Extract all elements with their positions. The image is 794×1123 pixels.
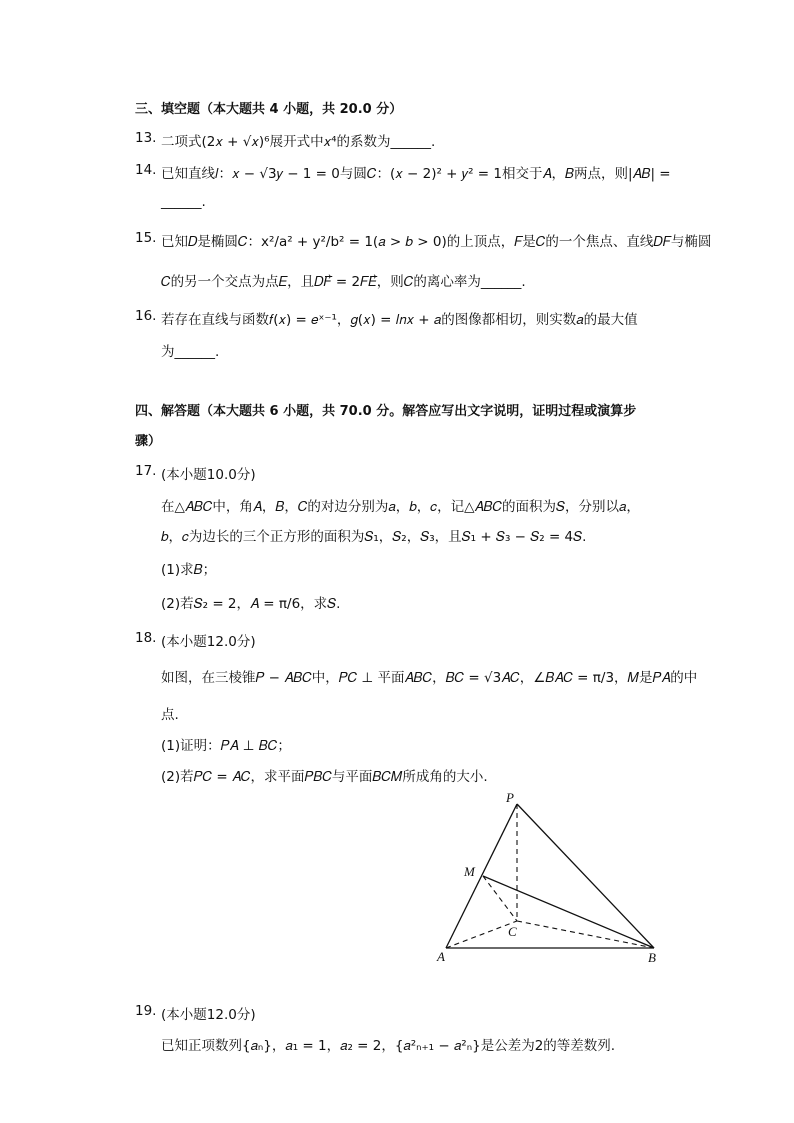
label-m: M <box>464 864 475 879</box>
question-17-part-2: (2)若𝑆₂ = 2，𝐴 = π/6，求𝑆. <box>161 596 341 612</box>
question-15-line-1: 已知𝐷是椭圆𝐶：x²/a² + y²/b² = 1(𝑎 > 𝑏 > 0)的上顶点，𝐹是𝐶的一个焦点、直线𝐷𝐹与椭圆 <box>161 234 712 250</box>
question-18-number: 18. <box>135 630 157 646</box>
question-19-number: 19. <box>135 1003 157 1019</box>
question-15-number: 15. <box>135 230 157 246</box>
question-17-score: (本小题10.0分) <box>161 467 256 483</box>
question-19-score: (本小题12.0分) <box>161 1007 256 1023</box>
question-18-score: (本小题12.0分) <box>161 634 256 650</box>
question-14-number: 14. <box>135 162 157 178</box>
label-c: C <box>508 924 517 939</box>
question-14-line-2: ______. <box>161 194 206 210</box>
edge-bc-hidden <box>517 921 654 948</box>
question-16-line-2: 为______. <box>161 344 220 360</box>
section-4-heading-line-1: 四、解答题（本大题共 6 小题，共 70.0 分。解答应写出文字说明，证明过程或演算步 <box>135 404 637 419</box>
section-4-heading-line-2: 骤） <box>135 434 162 449</box>
question-13-text: 二项式(2𝑥 + √𝑥)⁶展开式中𝑥⁴的系数为______. <box>161 134 436 150</box>
edge-pb <box>517 804 654 948</box>
section-3-heading: 三、填空题（本大题共 4 小题，共 20.0 分） <box>135 102 403 117</box>
question-15-line-2: 𝐶的另一个交点为点𝐸，且𝐷𝐹⃗ = 2𝐹𝐸⃗，则𝐶的离心率为______. <box>161 274 526 290</box>
pyramid-figure <box>430 788 670 968</box>
question-18-part-2: (2)若𝑃𝐶 = 𝐴𝐶，求平面𝑃𝐵𝐶与平面𝐵𝐶𝑀所成角的大小. <box>161 769 488 785</box>
question-17-line-2: 𝑏，𝑐为边长的三个正方形的面积为𝑆₁，𝑆₂，𝑆₃，且𝑆₁ + 𝑆₃ − 𝑆₂ = 4𝑆. <box>161 529 587 545</box>
question-17-part-1: (1)求𝐵； <box>161 562 217 578</box>
question-16-line-1: 若存在直线与函数𝑓(𝑥) = 𝑒ˣ⁻¹，𝑔(𝑥) = 𝑙𝑛𝑥 + 𝑎的图像都相切，则实数𝑎的最大值 <box>161 312 638 328</box>
question-16-number: 16. <box>135 308 157 324</box>
question-18-line-2: 点. <box>161 707 179 723</box>
question-17-line-1: 在△𝐴𝐵𝐶中，角𝐴，𝐵，𝐶的对边分别为𝑎，𝑏，𝑐，记△𝐴𝐵𝐶的面积为𝑆，分别以𝑎， <box>161 499 640 515</box>
label-b: B <box>648 950 656 965</box>
edge-pa <box>446 804 517 948</box>
question-13-number: 13. <box>135 130 157 146</box>
question-18-line-1: 如图，在三棱锥𝑃 − 𝐴𝐵𝐶中，𝑃𝐶 ⊥ 平面𝐴𝐵𝐶，𝐵𝐶 = √3𝐴𝐶，∠𝐵𝐴𝐶 = π/3，𝑀是𝑃𝐴的中 <box>161 670 698 686</box>
question-17-number: 17. <box>135 463 157 479</box>
question-18-part-1: (1)证明：𝑃𝐴 ⊥ 𝐵𝐶； <box>161 738 291 754</box>
question-19-line-1: 已知正项数列{𝑎ₙ}，𝑎₁ = 1，𝑎₂ = 2，{𝑎²ₙ₊₁ − 𝑎²ₙ}是公差为2的等差数列. <box>161 1038 616 1054</box>
question-14-line-1: 已知直线𝑙：𝑥 − √3𝑦 − 1 = 0与圆𝐶：(𝑥 − 2)² + 𝑦² = 1相交于𝐴，𝐵两点，则|𝐴𝐵| = <box>161 166 671 182</box>
label-p: P <box>506 790 514 805</box>
label-a: A <box>437 949 445 964</box>
